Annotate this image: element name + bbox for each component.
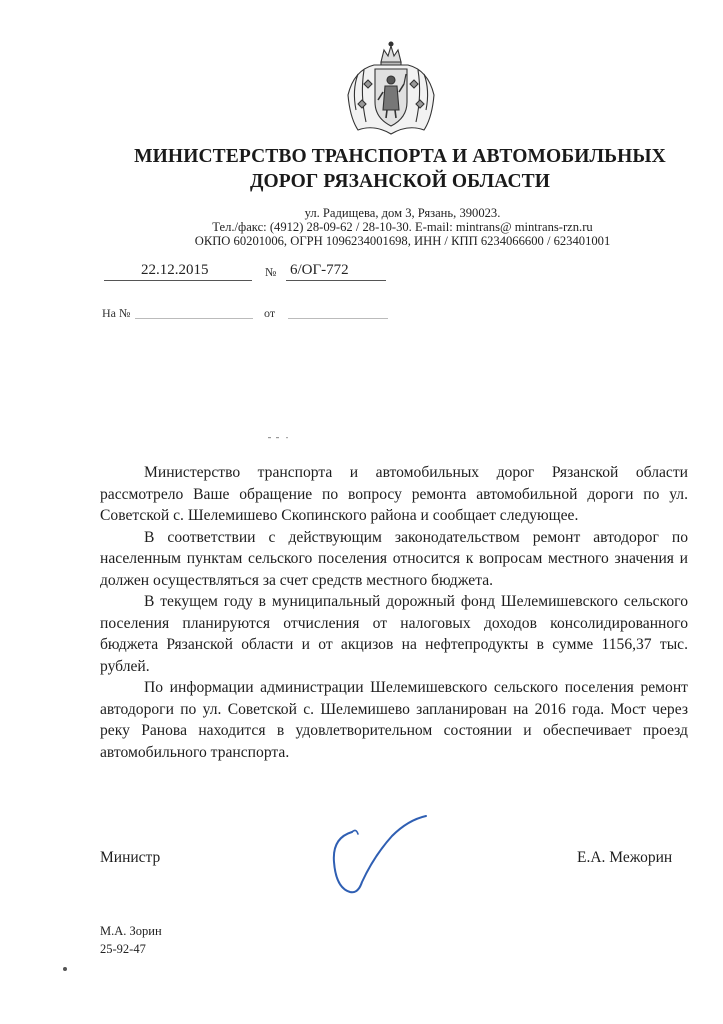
- letter-date-underline: [104, 280, 252, 281]
- letter-number: 6/ОГ-772: [290, 262, 349, 278]
- scan-specks: [268, 436, 308, 440]
- reference-date-line: [288, 318, 388, 319]
- executor-phone: 25-92-47: [100, 942, 146, 956]
- ministry-phone-email: Тел./факс: (4912) 28-09-62 / 28-10-30. E-mail: mintrans@ mintrans-rzn.ru: [212, 220, 593, 234]
- signer-position: Министр: [100, 849, 161, 866]
- body-paragraph: Министерство транспорта и автомобильных дорог Рязанской области рассмотрело Ваше обращение по вопросу ремонта автомобильной дороги по ул. Советской с. Шелемишево Скопинского района и сообщает следующее.: [100, 464, 688, 524]
- body-paragraph: В соответствии с действующим законодательством ремонт автодорог по населенным пунктам сельского поселения относится к вопросам местного значения и должен осуществляться за счет средств местного бюджета.: [100, 528, 688, 589]
- ministry-contacts: [150, 206, 655, 248]
- letter-body: [100, 462, 688, 763]
- body-paragraph: В текущем году в муниципальный дорожный фонд Шелемишевского сельского поселения планируются отчисления от налоговых доходов консолидированного бюджета Рязанской области и от акцизов на нефтепродукты в сумме 1156,37 тыс. рублей.: [100, 593, 688, 675]
- scan-dot: [63, 967, 67, 971]
- reference-from-label: от: [264, 306, 276, 320]
- executor-name: М.А. Зорин: [100, 924, 162, 938]
- signer-name: Е.А. Межорин: [577, 849, 673, 866]
- ministry-title-line2: ДОРОГ РЯЗАНСКОЙ ОБЛАСТИ: [249, 171, 551, 192]
- body-paragraph: По информации администрации Шелемишевского сельского поселения ремонт автодороги по ул. Советской с. Шелемишево запланирован на 2016 года. Мост через реку Ранова находится в удовлетворительном состоянии и обеспечивает проезд автомобильного транспорта.: [100, 679, 688, 761]
- reference-number-line: [135, 318, 253, 319]
- ministry-title: [100, 144, 700, 194]
- letter-number-underline: [286, 280, 386, 281]
- handwritten-signature: [322, 812, 432, 896]
- reference-number-label: На №: [102, 306, 131, 320]
- ministry-address: ул. Радищева, дом 3, Рязань, 390023.: [304, 206, 501, 220]
- ministry-registry-codes: ОКПО 60201006, ОГРН 1096234001698, ИНН / КПП 6234066600 / 623401001: [194, 234, 611, 248]
- ministry-title-line1: МИНИСТЕРСТВО ТРАНСПОРТА И АВТОМОБИЛЬНЫХ: [134, 146, 666, 167]
- executor-info: [100, 922, 162, 958]
- letter-number-label: №: [265, 265, 277, 279]
- ryazan-coat-of-arms-icon: [344, 40, 438, 136]
- letter-date: 22.12.2015: [141, 262, 209, 278]
